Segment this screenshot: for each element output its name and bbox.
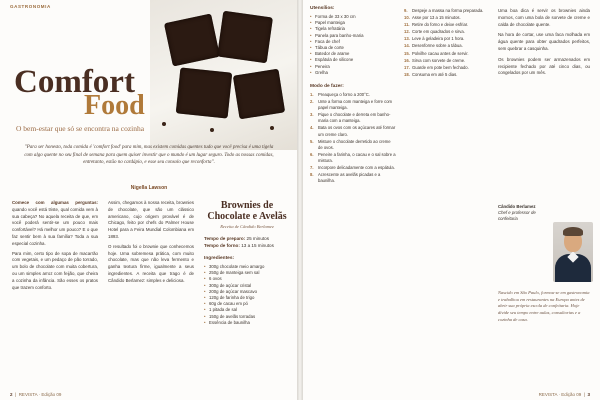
step-item — [404, 36, 494, 42]
list-item: • Panela para banho-maria — [310, 33, 396, 39]
brownie-piece — [176, 67, 233, 118]
step-item — [404, 15, 494, 21]
prep-heading: Modo de fazer: — [310, 84, 344, 89]
list-item: • Papel manteiga — [310, 20, 396, 26]
list-item: • 300g de açúcar cristal — [204, 283, 290, 289]
oven-time-label: Tempo de forno: — [204, 243, 240, 248]
list-item: • Peneira — [310, 64, 396, 70]
step-item — [404, 8, 494, 14]
step-text: Bata os ovos com os açúcares até formar um creme claro. — [318, 125, 396, 137]
brownie-piece — [233, 69, 285, 120]
footer-right: REVISTA · Edição 09 | 3 — [538, 392, 590, 397]
bio-name: Cândido Berlamez — [498, 204, 536, 209]
list-item: • Forma de 33 x 30 cm — [310, 14, 396, 20]
left-page — [0, 0, 297, 400]
prep-time-label: Tempo de preparo: — [204, 236, 246, 241]
step-text: Misture o chocolate derretido ao creme de ovos. — [318, 138, 391, 150]
page-number: 3 — [587, 392, 590, 397]
step-number: 15. — [404, 50, 410, 56]
step-item — [310, 172, 396, 184]
step-item — [404, 43, 494, 49]
step-text: Sirva com sorvete de creme. — [412, 57, 466, 63]
step-item — [310, 92, 396, 98]
step-number: 3. — [310, 112, 314, 118]
portrait-hair — [563, 227, 583, 236]
step-item — [310, 139, 396, 151]
page-number: 2 — [10, 392, 13, 397]
list-item: • 6 ovos — [204, 276, 290, 282]
bio-text: Nascido em São Paulo, formou-se em gastronomia e trabalhou em restaurantes na Europa antes de abrir sua própria escola de confeitaria. Hoje divide seu tempo entre aulas, consultorias e a cozinha de casa. — [498, 290, 590, 322]
utensils-list — [310, 14, 396, 76]
step-number: 9. — [404, 8, 408, 13]
right-page — [303, 0, 600, 400]
section-tag: GASTRONOMIA — [10, 4, 51, 9]
list-item: • 1 pitada de sal — [204, 307, 290, 313]
list-item: • 250g de manteiga sem sal — [204, 270, 290, 276]
paragraph-text: O resultado foi o brownie que conhecemos hoje. Uma sobremesa prática, com muito chocolate, mas que não leva fermento e ganha textura firme, igualmente a seus ingredientes. A receita que trago é de Cândido Berlamez: simples e deliciosa. — [108, 243, 194, 283]
step-text: Acrescente as avelãs picadas e a baunilha. — [318, 172, 381, 184]
step-item — [310, 152, 396, 164]
step-number: 16. — [404, 57, 410, 63]
author-bio-credit — [498, 204, 550, 222]
paragraph: Na hora de cortar, use uma faca molhada em água quente para obter quadrados perfeitos, sem quebrar a casquinha. — [498, 32, 590, 51]
magazine-name: REVISTA · Edição 09 — [538, 392, 582, 397]
step-number: 1. — [310, 92, 314, 97]
step-text: Despeje a massa na forma preparada. — [412, 8, 484, 13]
step-item — [404, 72, 494, 78]
list-item: • Tigela refratária — [310, 26, 396, 32]
step-text: Pique o chocolate e derreta em banho-maria com a manteiga. — [318, 112, 391, 124]
list-item: • Batedor de arame — [310, 51, 396, 57]
step-item — [404, 51, 494, 57]
article-column-1 — [12, 200, 98, 291]
recipe-author: Receita de Cândido Berlamez — [220, 224, 274, 229]
footer-left: 2 | REVISTA · Edição 09 — [10, 392, 62, 397]
crumb — [210, 128, 214, 132]
bio-role: Chef e professor de confeitaria — [498, 210, 536, 221]
paragraph — [12, 200, 98, 248]
crumb — [162, 122, 166, 126]
step-number: 10. — [404, 15, 410, 21]
list-item: • Grelha — [310, 70, 396, 76]
list-item: • Faca de chef — [310, 39, 396, 45]
step-text: Incorpore delicadamente com a espátula. — [318, 165, 395, 171]
step-item — [404, 22, 494, 28]
brownie-piece — [164, 13, 220, 66]
step-item — [310, 99, 396, 111]
recipe-title: Brownies de Chocolate e Avelãs — [207, 200, 287, 222]
step-text: Consuma em até 5 dias. — [412, 71, 458, 77]
list-item: • Tábua de corte — [310, 45, 396, 51]
step-item — [310, 165, 396, 171]
step-text: Retire do forno e deixe esfriar. — [412, 22, 469, 28]
paragraph-text: quando você está triste, qual comida vem à sua cabeça? No aquela receita de que, em você poderá sentir-se um pouco mais confortável? Há melhor um pouco? E o que faz sentir bem à sua família? Toda a sua especial cozinha. — [12, 206, 98, 246]
prep-time-value: 25 minutos — [246, 236, 270, 241]
list-item: • Essência de baunilha — [204, 320, 290, 326]
list-item: • 200g de açúcar mascavo — [204, 289, 290, 295]
paragraph-lead: Comece com algumas perguntas: — [12, 200, 98, 205]
step-number: 7. — [310, 165, 314, 171]
oven-time — [204, 243, 290, 248]
list-item: • 120g de farinha de trigo — [204, 295, 290, 301]
paragraph — [108, 200, 194, 241]
magazine-name: REVISTA · Edição 09 — [18, 392, 62, 397]
paragraph-text: Assim, chegamos à nossa receita, brownies de chocolate, que são um clássico americano, cujo origem provável é de Chicago, feito por chefs do Palmer House Hotel para a Feira Mundial Colombiana em 1893. — [108, 200, 194, 239]
step-item — [310, 125, 396, 137]
utensils-heading: Utensílios: — [310, 6, 335, 11]
step-text: Unte a forma com manteiga e forre com papel manteiga. — [318, 99, 393, 111]
step-text: Guarde em pote bem fechado. — [412, 64, 469, 70]
step-item — [310, 112, 396, 124]
prep-time — [204, 236, 290, 241]
article-subtitle: O bem-estar que só se encontra na cozinha — [16, 124, 145, 133]
pull-quote: "Para ser honesto, toda comida é 'comfort food' para mim, mas existem comidas quentes tudo que você precisa é uma tigela com algo quente no seu final de semana para quem quiser investir que o mundo é um lugar seguro. Todo as nossas comidas, entretanto, estão no cardápio, e esse seu consolo que reconforta". — [24, 145, 274, 165]
paragraph: Uma boa dica é servir os brownies ainda mornos, com uma bola de sorvete de creme e calda de chocolate quente. — [498, 8, 590, 27]
quote-author: Nigella Lawson — [130, 185, 168, 191]
step-number: 18. — [404, 71, 410, 77]
step-number: 11. — [404, 22, 410, 28]
article-column-right — [498, 8, 590, 81]
steps-list-continued — [404, 8, 494, 79]
paragraph — [12, 251, 98, 292]
step-item — [404, 29, 494, 35]
step-number: 14. — [404, 43, 410, 49]
steps-list — [310, 92, 396, 185]
step-number: 5. — [310, 138, 314, 144]
step-number: 13. — [404, 36, 410, 42]
list-item: • 60g de cacau em pó — [204, 301, 290, 307]
ingredients-list — [204, 264, 290, 326]
step-item — [404, 65, 494, 71]
paragraph — [108, 244, 194, 285]
step-text: Preaqueça o forno a 200°C. — [318, 92, 370, 97]
list-item: • Espátula de silicone — [310, 57, 396, 63]
brownies-photo — [150, 0, 297, 150]
step-text: Polvilhe cacau antes de servir. — [412, 50, 469, 56]
step-number: 8. — [310, 172, 314, 178]
author-portrait — [553, 222, 593, 282]
step-text: Asse por 13 a 15 minutos. — [412, 15, 461, 21]
brownie-piece — [217, 11, 273, 64]
crumb — [270, 126, 274, 130]
oven-time-value: 13 a 15 minutos — [241, 243, 274, 248]
article-title-food: Food — [84, 90, 145, 121]
article-column-2 — [108, 200, 194, 285]
ingredients-heading: Ingredientes: — [204, 256, 235, 261]
step-number: 6. — [310, 151, 314, 157]
step-item — [404, 58, 494, 64]
paragraph-text: Para mim, certo tipo de sopa de macarrão com vegetais, e um pedaço de pão torrado, um bolo de chocolate com muita cobertura, ou um simples arroz com feijão, que cheira a cozinha da infância. São esses os pratos que trazem conforto. — [12, 250, 98, 290]
step-number: 4. — [310, 125, 314, 131]
step-text: Corte em quadrados e sirva. — [412, 29, 465, 35]
step-number: 12. — [404, 29, 410, 35]
paragraph: Os brownies podem ser armazenados em recipiente fechado por até cinco dias, ou congelados por um mês. — [498, 56, 590, 76]
step-text: Leve à geladeira por 1 hora. — [412, 36, 465, 42]
list-item: • 300g chocolate meio amargo — [204, 264, 290, 270]
step-text: Peneire a farinha, o cacau e o sal sobre a mistura. — [318, 151, 396, 163]
step-number: 17. — [404, 64, 410, 70]
step-number: 2. — [310, 99, 314, 105]
list-item: • 150g de avelãs torradas — [204, 314, 290, 320]
step-text: Desenforme sobre a tábua. — [412, 43, 463, 49]
article-title-comfort: Comfort — [14, 64, 135, 100]
